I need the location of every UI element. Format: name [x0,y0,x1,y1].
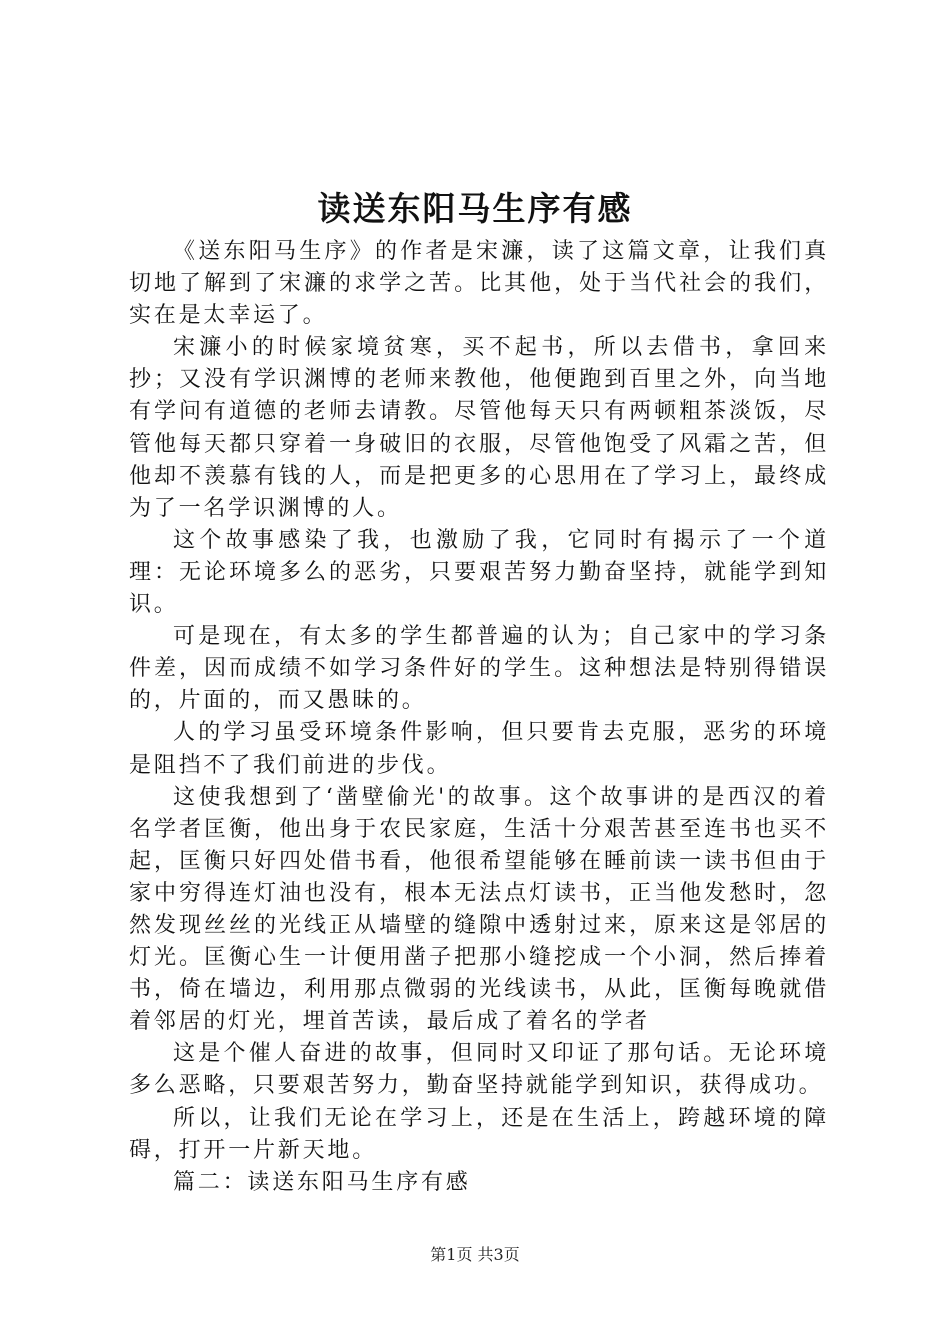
paragraph: 可是现在，有太多的学生都普遍的认为；自己家中的学习条件差，因而成绩不如学习条件好的学生。这种想法是特别得错误的，片面的，而又愚昧的。 [129,624,829,714]
paragraph: 这是个催人奋进的故事，但同时又印证了那句话。无论环境多么恶略，只要艰苦努力，勤奋坚持就能学到知识，获得成功。 [129,1041,829,1099]
document-title: 读送东阳马生序有感 [317,189,633,228]
paragraph: 这个故事感染了我，也激励了我，它同时有揭示了一个道理：无论环境多么的恶劣，只要艰苦努力勤奋坚持，就能学到知识。 [129,527,829,618]
paragraph: 人的学习虽受环境条件影响，但只要肯去克服，恶劣的环境是阻挡不了我们前进的步伐。 [129,720,829,778]
page-footer: 第1页 共3页 [430,1245,520,1264]
section-heading: 篇二：读送东阳马生序有感 [173,1169,471,1195]
document-body [129,236,829,1199]
paragraph: 《送东阳马生序》的作者是宋濂，读了这篇文章，让我们真切地了解到了宋濂的求学之苦。比其他，处于当代社会的我们，实在是太幸运了。 [129,239,829,329]
paragraph: 所以，让我们无论在学习上，还是在生活上，跨越环境的障碍，打开一片新天地。 [129,1105,829,1163]
paragraph: 这使我想到了‘凿壁偷光'的故事。这个故事讲的是西汉的着名学者匡衡，他出身于农民家庭，生活十分艰苦甚至连书也买不起，匡衡只好四处借书看，他很希望能够在睡前读一读书但由于家中穷得连灯油也没有，根本无法点灯读书，正当他发愁时，忽然发现丝丝的光线正从墙壁的缝隙中透射过来，原来这是邻居的灯光。匡衡心生一计便用凿子把那小缝挖成一个小洞，然后捧着书，倚在墙边，利用那点微弱的光线读书，从此，匡衡每晚就借着邻居的灯光，埋首苦读，最后成了着名的学者 [129,784,829,1035]
paragraph: 宋濂小的时候家境贫寒，买不起书，所以去借书，拿回来抄；又没有学识渊博的老师来教他，他便跑到百里之外，向当地有学问有道德的老师去请教。尽管他每天只有两顿粗茶淡饭，尽管他每天都只穿着一身破旧的衣服，尽管他饱受了风霜之苦，但他却不羡慕有钱的人，而是把更多的心思用在了学习上，最终成为了一名学识渊博的人。 [129,335,829,521]
